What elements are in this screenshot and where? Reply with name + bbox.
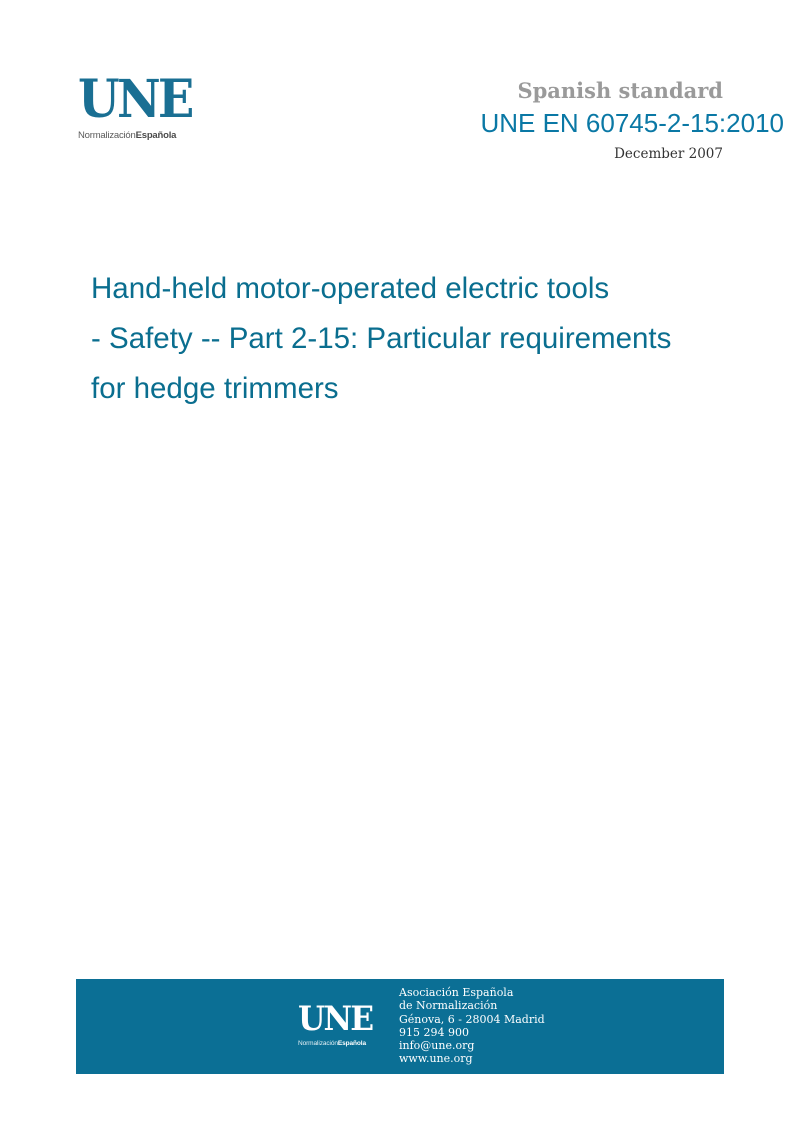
title-line-3: for hedge trimmers bbox=[91, 372, 339, 405]
document-title bbox=[91, 264, 751, 414]
footer-logo-subtitle-regular: Normalización bbox=[298, 1040, 338, 1047]
document-code: UNE EN 60745-2-15:2010 bbox=[480, 108, 784, 138]
logo-subtitle-bold: Española bbox=[135, 130, 177, 141]
footer-logo-subtitle bbox=[298, 1040, 388, 1048]
footer-address: Génova, 6 - 28004 Madrid bbox=[399, 1012, 545, 1026]
document-type: Spanish standard bbox=[517, 78, 723, 103]
footer-logo-subtitle-bold: Española bbox=[337, 1040, 366, 1047]
logo-subtitle-regular: Normalización bbox=[78, 130, 136, 141]
footer-une-logo bbox=[298, 999, 388, 1048]
logo-wordmark: UNE bbox=[78, 69, 192, 130]
footer-website[interactable]: www.une.org bbox=[399, 1052, 473, 1066]
footer-org-name-1: Asociación Española bbox=[399, 986, 514, 999]
title-line-2: - Safety -- Part 2-15: Particular requirements bbox=[91, 322, 672, 355]
footer-org-name-2: de Normalización bbox=[399, 999, 498, 1013]
footer-phone: 915 294 900 bbox=[399, 1025, 469, 1039]
footer-banner bbox=[76, 979, 724, 1074]
une-logo bbox=[78, 69, 218, 142]
footer-logo-wordmark: UNE bbox=[298, 999, 373, 1039]
title-line-1: Hand-held motor-operated electric tools bbox=[91, 272, 610, 305]
document-header bbox=[480, 78, 784, 163]
footer-email[interactable]: info@une.org bbox=[399, 1039, 475, 1053]
logo-subtitle bbox=[78, 130, 218, 142]
document-date: December 2007 bbox=[614, 146, 723, 162]
footer-contact-info bbox=[399, 986, 545, 1066]
